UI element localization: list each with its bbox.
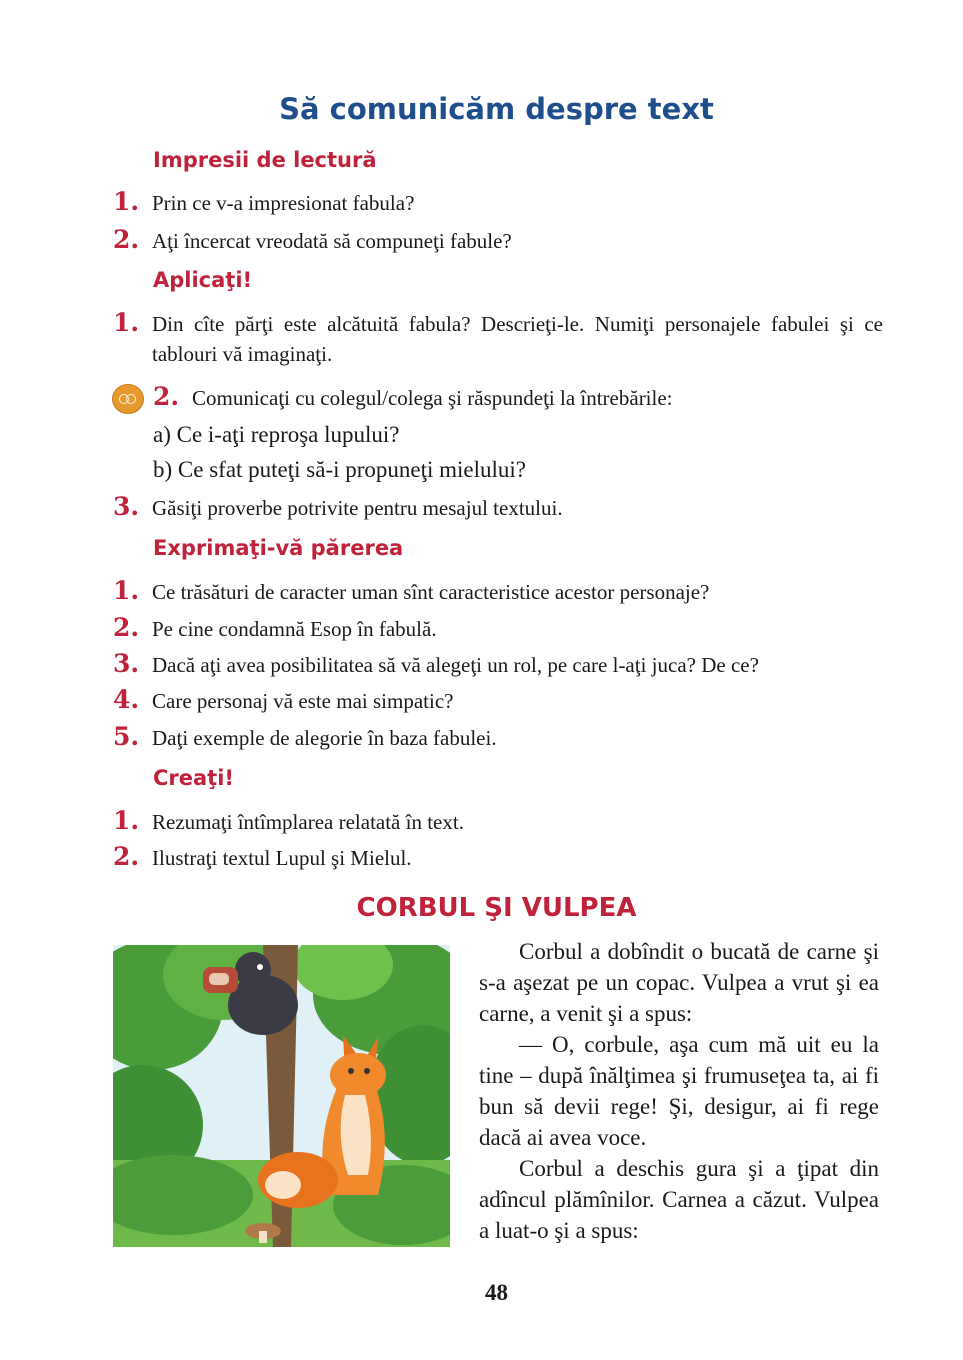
list-item xyxy=(113,187,414,218)
subitem-a: a) Ce i-aţi reproşa lupului? xyxy=(153,422,400,447)
item-number: 2. xyxy=(113,613,140,642)
list-item xyxy=(113,492,563,523)
fable-illustration xyxy=(113,945,450,1247)
list-item xyxy=(113,613,437,644)
section-heading-aplicati: Aplicaţi! xyxy=(153,268,253,292)
item-text: Ce trăsături de caracter uman sînt caracteristice acestor personaje? xyxy=(152,580,710,604)
item-text: Pe cine condamnă Esop în fabulă. xyxy=(152,617,437,641)
list-item xyxy=(153,382,673,413)
story-paragraph: Corbul a dobîndit o bucată de carne şi s-a aşezat pe un copac. Vulpea a vrut şi ea carne, a venit şi a spus: xyxy=(479,939,879,1026)
item-text: Dacă aţi avea posibilitatea să vă alegeţi un rol, pe care l-aţi juca? De ce? xyxy=(152,653,759,677)
story-title: CORBUL ŞI VULPEA xyxy=(356,893,637,923)
page-number: 48 xyxy=(485,1280,508,1305)
page-title: Să comunicăm despre text xyxy=(279,92,714,126)
item-number: 1. xyxy=(113,187,140,216)
item-text: Care personaj vă este mai simpatic? xyxy=(152,689,454,713)
list-item xyxy=(113,308,883,369)
item-text: Comunicaţi cu colegul/colega şi răspundeţi la întrebările: xyxy=(192,386,673,410)
item-text: Găsiţi proverbe potrivite pentru mesajul textului. xyxy=(152,496,563,520)
item-number: 3. xyxy=(113,649,140,678)
item-number: 1. xyxy=(113,806,140,835)
subitem-b: b) Ce sfat puteţi să-i propuneţi mielului? xyxy=(153,457,527,482)
list-item xyxy=(113,225,512,256)
item-number: 2. xyxy=(153,382,180,411)
story-paragraph: — O, corbule, aşa cum mă uit eu la tine – după înălţimea şi frumuseţea ta, ai fi bun să devii rege! Şi, desigur, ai fi rege dacă ai avea voce. xyxy=(479,1032,879,1150)
story-paragraph: Corbul a deschis gura şi a ţipat din adîncul plămînilor. Carnea a căzut. Vulpea a luat-o şi a spus: xyxy=(479,1156,879,1243)
list-item xyxy=(113,806,464,837)
item-number: 5. xyxy=(113,722,140,751)
item-number: 4. xyxy=(113,685,140,714)
item-number: 1. xyxy=(113,308,140,337)
item-text: Rezumaţi întîmplarea relatată în text. xyxy=(152,810,464,834)
item-number: 3. xyxy=(113,492,140,521)
list-item xyxy=(113,685,453,716)
item-number: 1. xyxy=(113,576,140,605)
item-text: Prin ce v-a impresionat fabula? xyxy=(152,191,415,215)
list-item xyxy=(113,722,497,753)
item-text: Daţi exemple de alegorie în baza fabulei. xyxy=(152,726,497,750)
item-text: Ilustraţi textul Lupul şi Mielul. xyxy=(152,846,412,870)
list-item xyxy=(113,842,412,873)
item-text: Din cîte părţi este alcătuită fabula? Descrieţi-le. Numiţi personajele fabulei şi ce tablouri vă imaginaţi. xyxy=(152,312,883,366)
pair-work-icon xyxy=(112,384,144,414)
list-item xyxy=(113,649,759,680)
item-number: 2. xyxy=(113,225,140,254)
section-heading-creati: Creaţi! xyxy=(153,766,234,790)
section-heading-exprimati: Exprimaţi-vă părerea xyxy=(153,536,404,560)
section-heading-impresii: Impresii de lectură xyxy=(153,148,377,172)
item-number: 2. xyxy=(113,842,140,871)
list-item xyxy=(113,576,709,607)
item-text: Aţi încercat vreodată să compuneţi fabule? xyxy=(152,229,512,253)
story-text xyxy=(479,936,879,1246)
